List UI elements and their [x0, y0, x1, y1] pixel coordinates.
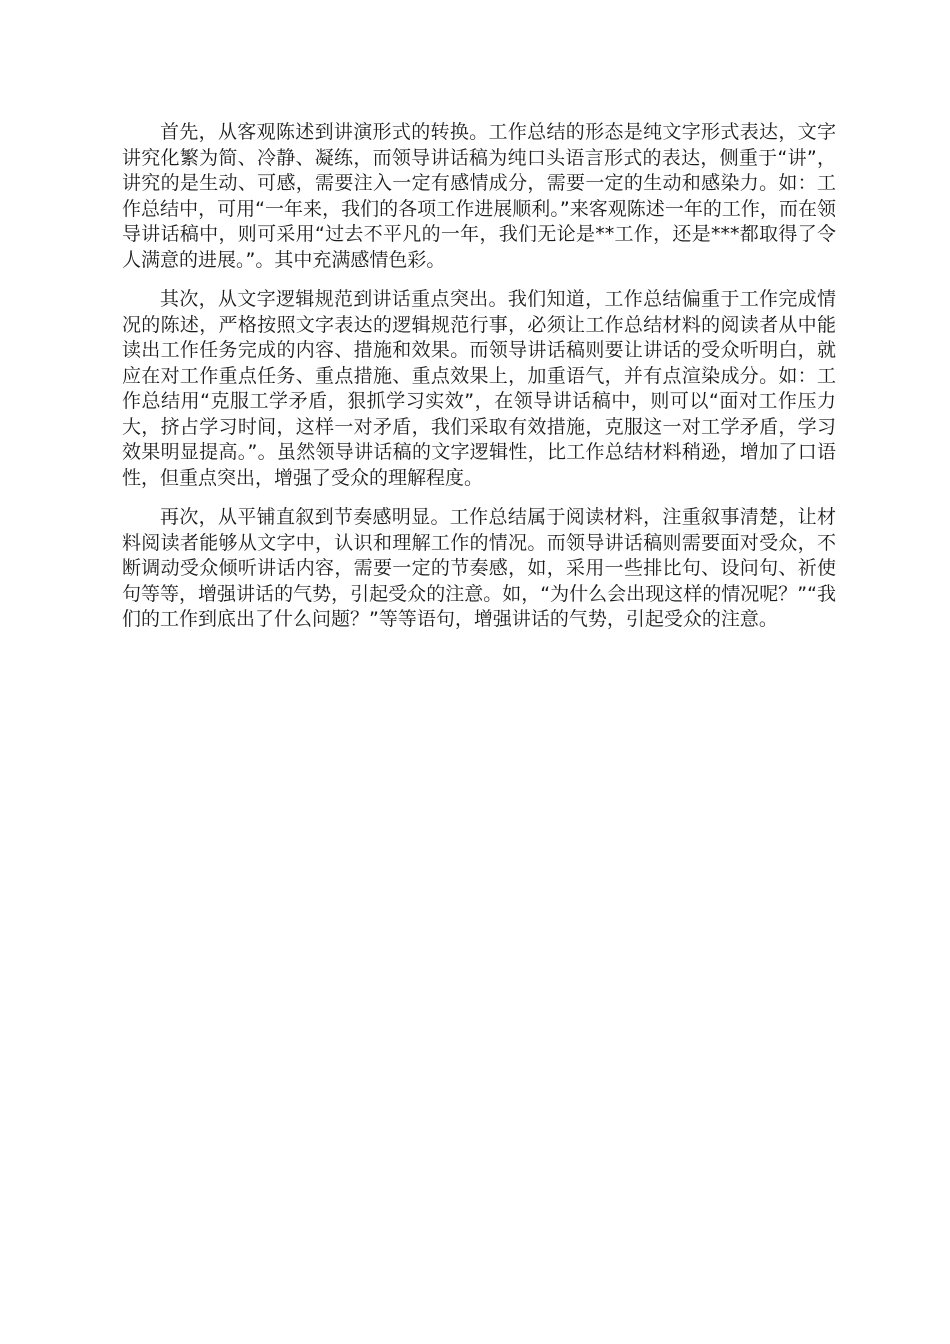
paragraph-1: 首先，从客观陈述到讲演形式的转换。工作总结的形态是纯文字形式表达，文字讲究化繁为简、冷静、凝练，而领导讲话稿为纯口头语言形式的表达，侧重于“讲”，讲究的是生动、可感，需要注入一定有感情成分，需要一定的生动和感染力。如：工作总结中，可用“一年来，我们的各项工作进展顺利。”来客观陈述一年的工作，而在领导讲话稿中，则可采用“过去不平凡的一年，我们无论是**工作，还是***都取得了令人满意的进展。”。其中充满感情色彩。 — [122, 121, 836, 271]
document-body — [122, 120, 836, 647]
paragraph-3: 再次，从平铺直叙到节奏感明显。工作总结属于阅读材料，注重叙事清楚，让材料阅读者能够从文字中，认识和理解工作的情况。而领导讲话稿则需要面对受众，不断调动受众倾听讲话内容，需要一定的节奏感，如，采用一些排比句、设问句、祈使句等等，增强讲话的气势，引起受众的注意。如，“为什么会出现这样的情况呢？”“我们的工作到底出了什么问题？”等等语句，增强讲话的气势，引起受众的注意。 — [122, 506, 836, 630]
paragraph-2: 其次，从文字逻辑规范到讲话重点突出。我们知道，工作总结偏重于工作完成情况的陈述，严格按照文字表达的逻辑规范行事，必须让工作总结材料的阅读者从中能读出工作任务完成的内容、措施和效果。而领导讲话稿则要让讲话的受众听明白，就应在对工作重点任务、重点措施、重点效果上，加重语气，并有点渲染成分。如：工作总结用“克服工学矛盾，狠抓学习实效”，在领导讲话稿中，则可以“面对工作压力大，挤占学习时间，这样一对矛盾，我们采取有效措施，克服这一对工学矛盾，学习效果明显提高。”。虽然领导讲话稿的文字逻辑性，比工作总结材料稍逊，增加了口语性，但重点突出，增强了受众的理解程度。 — [122, 288, 836, 489]
